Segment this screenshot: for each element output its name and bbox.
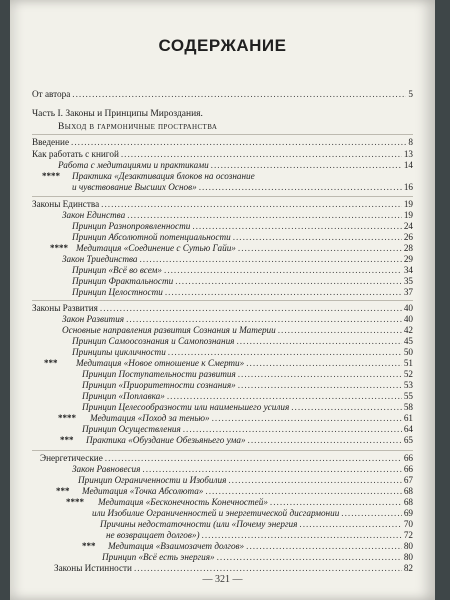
toc-page-number: 19 [403, 210, 413, 220]
toc-entry-text: Причины недостаточности (или «Почему энергия [100, 519, 298, 529]
meditation-marker: *** [82, 541, 96, 551]
meditation-marker: *** [44, 358, 58, 368]
toc-page-number: 16 [403, 182, 413, 192]
toc-entry-text: Принцип «Всё во всем» [72, 265, 163, 275]
toc-entry-text: или Изобилие Ограниченностей и энергетической дисгармонии [92, 508, 340, 518]
toc-entry-text: Закон Равновесия [72, 464, 141, 474]
meditation-marker: **** [42, 171, 60, 181]
meditation-marker: **** [66, 497, 84, 507]
toc-page-number: 55 [403, 391, 413, 401]
toc-entry-text: не возвращает долгов») [106, 530, 200, 540]
page-number-footer: — 321 — [202, 574, 243, 585]
toc-entry-text: Медитация «Точка Абсолюта» [82, 486, 204, 496]
toc-page-number: 52 [403, 369, 413, 379]
toc-entry-text: Принцип Осуществления [82, 424, 181, 434]
toc-page-number: 67 [403, 475, 413, 485]
toc-page-number: 28 [403, 243, 413, 253]
leader-dots [199, 181, 402, 193]
toc-page-number: 29 [403, 254, 413, 264]
toc-page-number: 66 [403, 464, 413, 474]
toc-entry-text: Закон Развития [62, 314, 125, 324]
toc-page-number: 40 [403, 314, 413, 324]
toc-entry [86, 434, 413, 446]
toc-page-number: 70 [403, 519, 413, 529]
toc-entry-text: и чувствование Высших Основ» [72, 182, 197, 192]
toc-page-number: 53 [403, 380, 413, 390]
toc-entry-text: Основные направления развития Сознания и Материи [62, 325, 276, 335]
toc-page-number: 61 [403, 413, 413, 423]
toc-page-number: 40 [403, 303, 413, 313]
toc-entry-text: Принцип Ограниченности и Изобилия [78, 475, 227, 485]
toc-page-number: 26 [403, 232, 413, 242]
divider-rule [32, 450, 413, 451]
toc-entry [32, 136, 413, 148]
toc-entry-text: Законы Развития [32, 303, 98, 313]
toc-entry [54, 562, 413, 574]
toc-entry-text: Принцип «Всё есть энергия» [102, 552, 215, 562]
toc-entry-from-author [32, 88, 413, 100]
meditation-marker: **** [58, 413, 76, 423]
toc-page-number: 72 [403, 530, 413, 540]
toc-page-number: 14 [403, 160, 413, 170]
toc-entry-text: Принципы цикличности [72, 347, 166, 357]
toc-entry-text: Как работать с книгой [32, 149, 119, 159]
toc-entry [72, 286, 413, 298]
toc-entry-text: Принцип «Поплавка» [82, 391, 165, 401]
toc-entry-text: Медитация «Взаимозачет долгов» [108, 541, 245, 551]
toc-page-number: 24 [403, 221, 413, 231]
toc-page-number: 5 [408, 89, 413, 99]
toc-entry-text: От автора [32, 89, 71, 99]
divider-rule [32, 300, 413, 301]
leader-dots [72, 88, 406, 100]
toc-entry-text: Принцип Целесообразности или наименьшего усилия [82, 402, 290, 412]
toc-page-number: 51 [403, 358, 413, 368]
toc-entry-text: Практика «Обуздание Обезьяньего ума» [86, 435, 246, 445]
divider-rule [32, 196, 413, 197]
toc-page-number: 34 [403, 265, 413, 275]
part-title: Часть I. Законы и Принципы Мироздания. [32, 109, 203, 119]
toc-page-number: 64 [403, 424, 413, 434]
toc-entry-text: Принцип Самоосознания и Самопознания [72, 336, 235, 346]
toc-entry-text: Законы Единства [32, 199, 100, 209]
table-of-contents [10, 0, 435, 600]
toc-entry-text: Медитация «Бесконечность Конечностей» [98, 497, 268, 507]
toc-page-number: 42 [403, 325, 413, 335]
part-subtitle: Выход в гармоничные пространства [58, 122, 218, 132]
leader-dots [71, 136, 406, 148]
toc-page-number: 69 [403, 508, 413, 518]
toc-entry-text: Закон Единства [62, 210, 126, 220]
toc-page-number: 8 [408, 137, 413, 147]
toc-page-number: 82 [403, 563, 413, 573]
toc-entry-text: Энергетические [40, 453, 103, 463]
toc-page-number: 65 [403, 435, 413, 445]
divider-rule [32, 134, 413, 135]
toc-entry-text: Принцип Поступательности развития [82, 369, 236, 379]
leader-dots [165, 286, 402, 298]
toc-entry-text: Работа с медитациями и практиками [58, 160, 209, 170]
toc-page-number: 58 [403, 402, 413, 412]
toc-page-number: 19 [403, 199, 413, 209]
toc-page-number: 80 [403, 552, 413, 562]
toc-entry-text: Медитация «Поход за тенью» [90, 413, 210, 423]
leader-dots [134, 562, 402, 574]
toc-entry-text: Принцип Фрактальности [72, 276, 174, 286]
toc-entry-text: Принцип Абсолютной потенциальности [72, 232, 231, 242]
toc-entry [72, 181, 413, 193]
toc-page-number: 13 [403, 149, 413, 159]
leader-dots [248, 434, 402, 446]
toc-entry-text: Принцип «Приоритетности сознания» [82, 380, 236, 390]
toc-entry-text: Введение [32, 137, 70, 147]
meditation-marker: **** [50, 243, 68, 253]
meditation-marker: *** [60, 435, 74, 445]
toc-page-number: 50 [403, 347, 413, 357]
book-page [10, 0, 435, 600]
toc-entry-text: Практика «Дезактивация блоков на осознание [72, 171, 255, 181]
toc-page-number: 66 [403, 453, 413, 463]
meditation-marker: *** [56, 486, 70, 496]
toc-page-number: 80 [403, 541, 413, 551]
toc-page-number: 68 [403, 497, 413, 507]
page-title: СОДЕРЖАНИЕ [158, 36, 287, 55]
toc-entry-text: Медитация «Новое отношение к Смерти» [76, 358, 245, 368]
toc-entry-text: Закон Триединства [62, 254, 138, 264]
toc-entry-text: Медитация «Соединение с Сутью Гайи» [76, 243, 236, 253]
toc-page-number: 35 [403, 276, 413, 286]
toc-entry-text: Принцип Целостности [72, 287, 163, 297]
toc-page-number: 37 [403, 287, 413, 297]
toc-page-number: 45 [403, 336, 413, 346]
toc-entry-text: Законы Истинности [54, 563, 132, 573]
toc-page-number: 68 [403, 486, 413, 496]
toc-entry-text: Принцип Разнопроявленности [72, 221, 191, 231]
